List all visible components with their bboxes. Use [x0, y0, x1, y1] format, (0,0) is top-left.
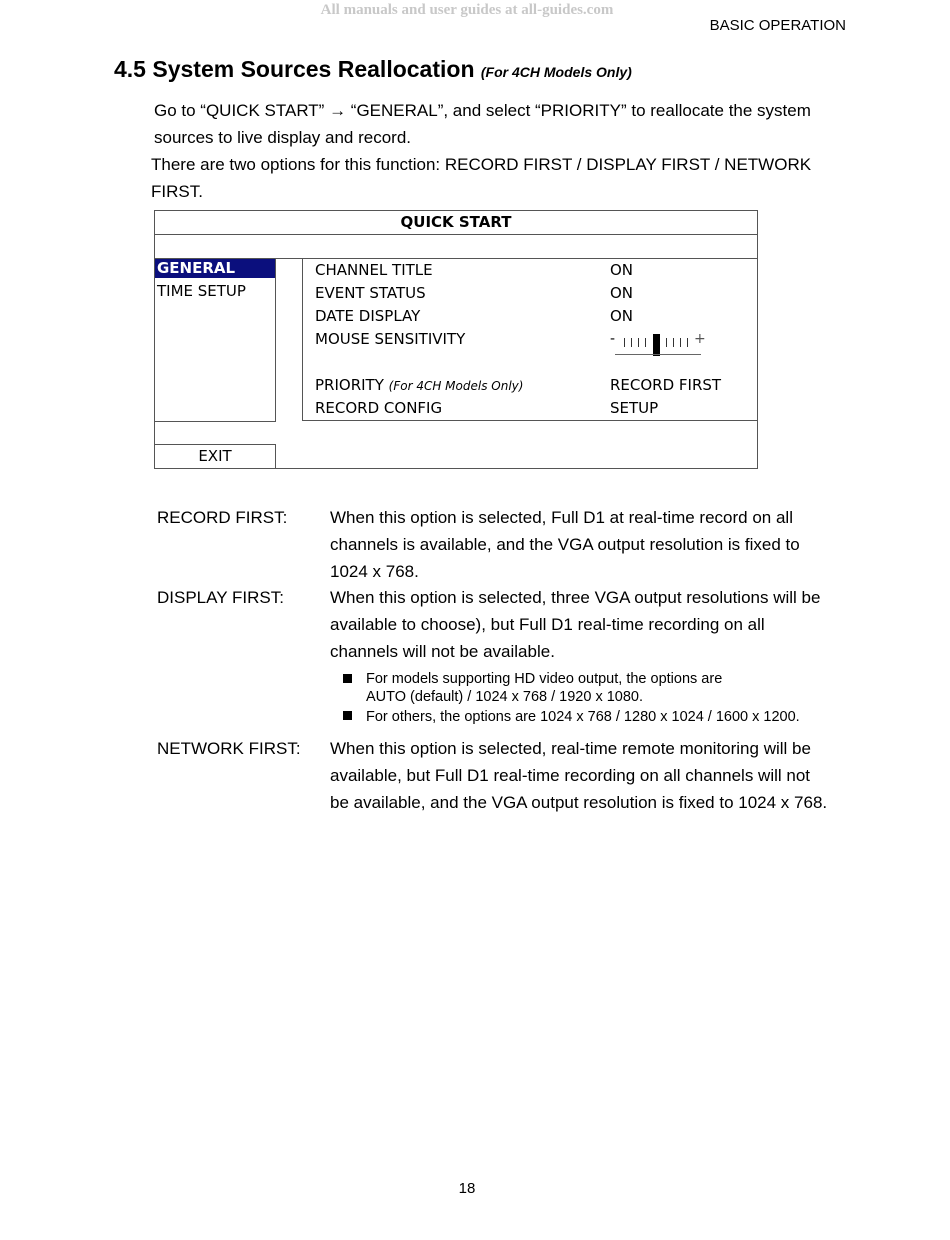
slider-tick [638, 338, 639, 347]
setting-value-channel-title[interactable]: ON [610, 261, 634, 279]
setting-label-mouse-sensitivity: MOUSE SENSITIVITY [315, 330, 466, 348]
desc-display-first-line-3: channels will not be available. [330, 642, 555, 661]
setting-label-date-display: DATE DISPLAY [315, 307, 421, 325]
section-title-text: 4.5 System Sources Reallocation [114, 56, 475, 82]
slider-tick [680, 338, 681, 347]
intro-line-1: Go to “QUICK START” → “GENERAL”, and select “PRIORITY” to reallocate the system [154, 101, 811, 120]
slider-tick [631, 338, 632, 347]
term-record-first: RECORD FIRST: [157, 508, 288, 527]
slider-tick [673, 338, 674, 347]
setting-value-date-display[interactable]: ON [610, 307, 634, 325]
desc-display-first-line-1: When this option is selected, three VGA output resolutions will be [330, 588, 821, 607]
slider-plus[interactable]: + [694, 331, 706, 347]
bullet-1-line-2: AUTO (default) / 1024 x 768 / 1920 x 1080. [366, 689, 644, 705]
intro-line-3: There are two options for this function: RECORD FIRST / DISPLAY FIRST / NETWORK [151, 155, 812, 174]
term-network-first: NETWORK FIRST: [157, 739, 301, 758]
slider-tick [666, 338, 667, 347]
section-title [114, 56, 632, 83]
running-header: BASIC OPERATION [709, 17, 846, 34]
setting-label-event-status: EVENT STATUS [315, 284, 426, 302]
setting-label-record-config: RECORD CONFIG [315, 399, 443, 417]
menu-item-general[interactable]: GENERAL [155, 259, 275, 278]
priority-label-note: (For 4CH Models Only) [388, 379, 524, 393]
desc-record-first-line-1: When this option is selected, Full D1 at real-time record on all [330, 508, 793, 527]
setting-label-priority [315, 374, 523, 397]
page-number: 18 [458, 1180, 476, 1197]
term-display-first: DISPLAY FIRST: [157, 588, 284, 607]
menu-item-time-setup[interactable]: TIME SETUP [157, 282, 246, 300]
watermark: All manuals and user guides at all-guides.com [320, 2, 614, 18]
desc-network-first-line-3: be available, and the VGA output resolution is fixed to 1024 x 768. [330, 793, 828, 812]
bullet-square-icon [343, 674, 352, 683]
setting-value-event-status[interactable]: ON [610, 284, 634, 302]
slider-tick [645, 338, 646, 347]
slider-tick [687, 338, 688, 347]
priority-label-text: PRIORITY [315, 376, 384, 394]
exit-button[interactable]: EXIT [155, 444, 276, 468]
desc-network-first-line-2: available, but Full D1 real-time recording on all channels will not [330, 766, 811, 785]
bullet-1-line-1: For models supporting HD video output, the options are [366, 671, 723, 687]
desc-network-first-line-1: When this option is selected, real-time remote monitoring will be [330, 739, 811, 758]
quick-start-dialog [154, 210, 758, 469]
slider-track [615, 354, 701, 355]
bullet-2-line-1: For others, the options are 1024 x 768 / 1280 x 1024 / 1600 x 1200. [366, 709, 800, 725]
mouse-sensitivity-slider[interactable] [610, 331, 710, 361]
slider-tick [624, 338, 625, 347]
menu-panel [155, 258, 276, 422]
dialog-spacer-bar [155, 235, 757, 259]
section-subtitle: (For 4CH Models Only) [480, 64, 632, 80]
desc-record-first-line-2: channels is available, and the VGA output resolution is fixed to [330, 535, 800, 554]
desc-display-first-line-2: available to choose), but Full D1 real-time recording on all [330, 615, 765, 634]
desc-record-first-line-3: 1024 x 768. [330, 562, 419, 581]
intro-line-2: sources to live display and record. [154, 128, 412, 147]
bullet-square-icon [343, 711, 352, 720]
dialog-title: QUICK START [155, 211, 757, 235]
setting-value-record-config[interactable]: SETUP [610, 399, 659, 417]
slider-minus[interactable]: - [610, 331, 616, 347]
intro-line-4: FIRST. [151, 182, 203, 201]
setting-label-channel-title: CHANNEL TITLE [315, 261, 433, 279]
slider-thumb[interactable] [653, 334, 660, 356]
setting-value-priority[interactable]: RECORD FIRST [610, 376, 722, 394]
settings-panel [302, 258, 757, 421]
